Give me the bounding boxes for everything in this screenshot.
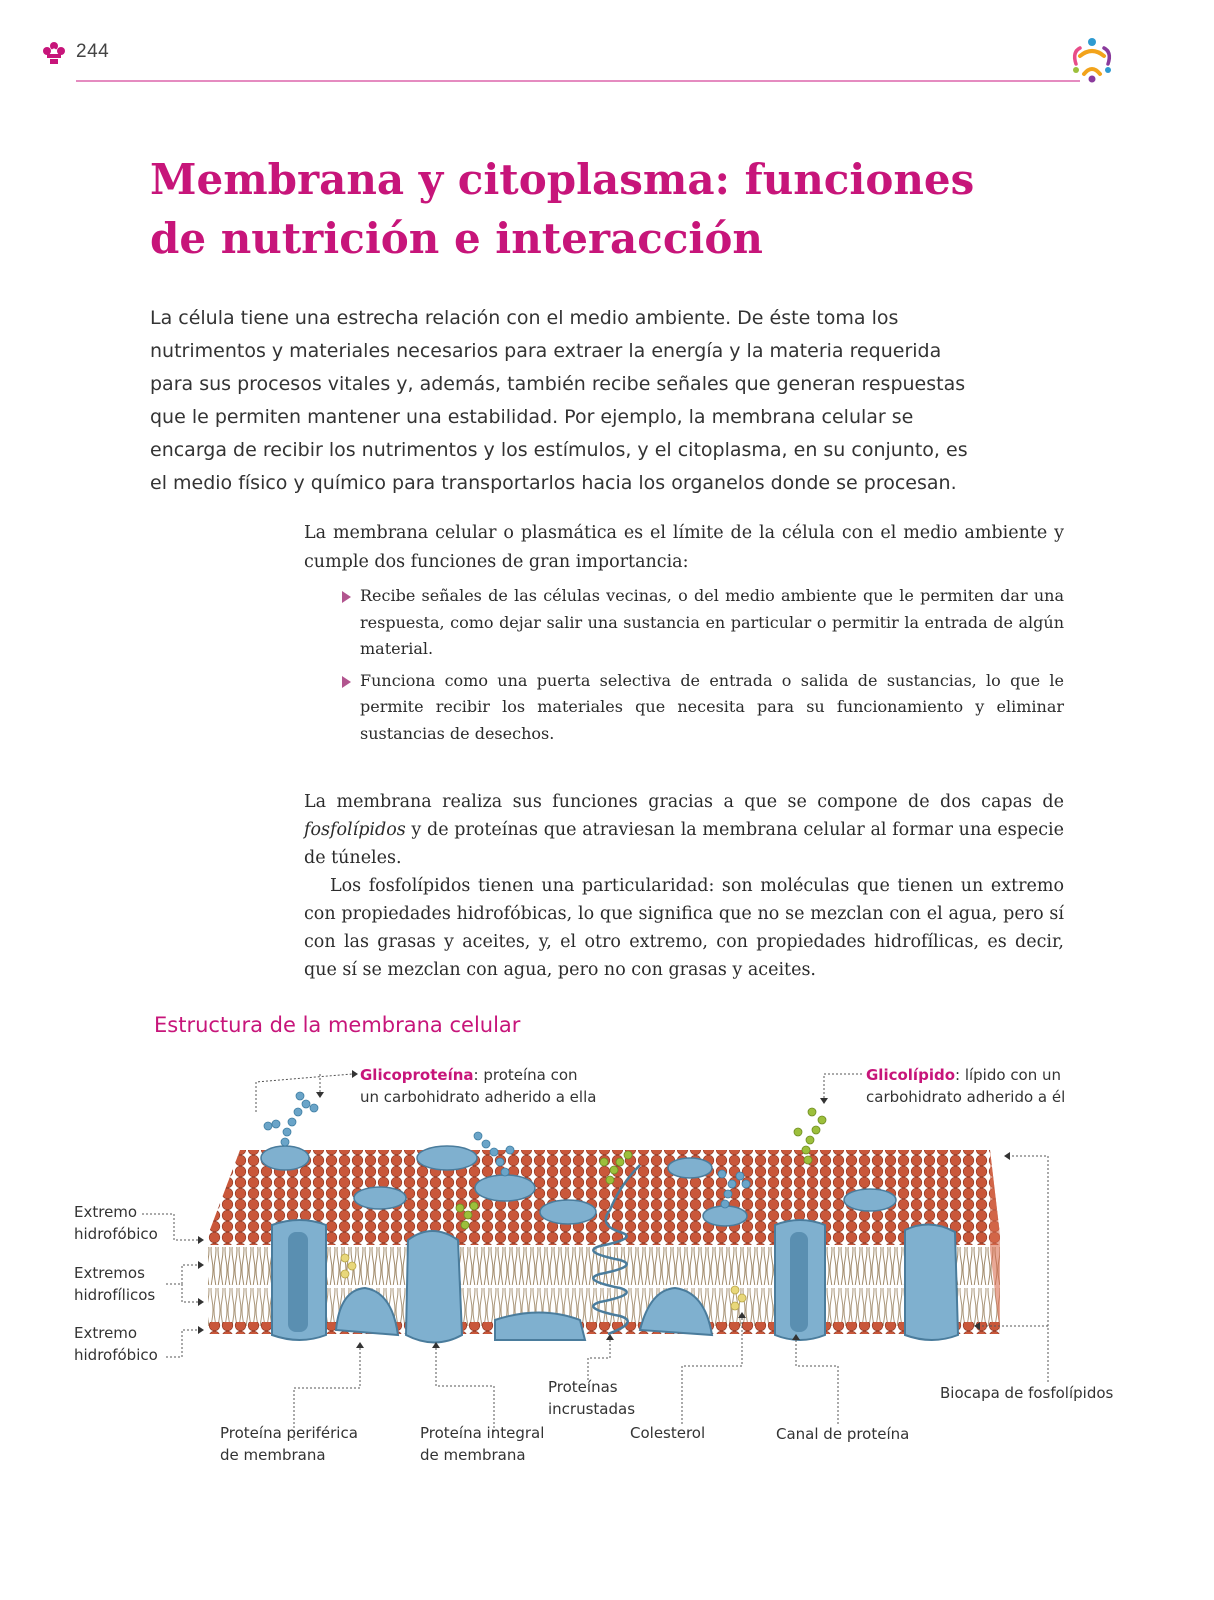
glycoprotein-sugar	[310, 1104, 318, 1112]
glycolipid-sugar	[464, 1211, 472, 1219]
surface-protein	[668, 1158, 712, 1178]
list-item	[340, 668, 1064, 748]
page-number: 244	[76, 41, 110, 62]
glycoprotein-sugar	[296, 1092, 304, 1100]
bottom-protein	[495, 1313, 585, 1341]
surface-protein	[540, 1200, 596, 1224]
glycolipid-term: Glicolípido	[866, 1066, 955, 1084]
label-line: de membrana	[220, 1446, 326, 1464]
membrane-diagram	[0, 1040, 1214, 1500]
glycolipid-sugar	[818, 1116, 826, 1124]
para2-italic-term: fosfolípidos	[304, 820, 406, 840]
glycolipid-sugar	[600, 1158, 608, 1166]
title-line-2: de nutrición e interacción	[150, 214, 763, 263]
list-item	[340, 583, 1064, 663]
label-line: hidrofílicos	[74, 1286, 156, 1304]
bullet-text: Funciona como una puerta selectiva de entrada o salida de sustancias, lo que le permite recibir los materiales que necesita para su funcionamiento y eliminar sustancias de desechos.	[360, 670, 1064, 743]
glycoprotein-sugar	[496, 1158, 504, 1166]
channel-pore	[790, 1232, 808, 1332]
glycoprotein-sugar	[736, 1172, 744, 1180]
triangle-bullet-icon	[342, 591, 351, 603]
phospholipid-paragraph	[304, 788, 1064, 872]
label-line: Proteínas	[548, 1378, 618, 1396]
integral-protein	[406, 1231, 462, 1343]
label-hydrophilic	[74, 1262, 155, 1306]
title-line-1: Membrana y citoplasma: funciones	[150, 155, 975, 204]
surface-protein	[261, 1146, 309, 1170]
surface-protein	[844, 1189, 896, 1211]
label-integral-protein	[420, 1422, 544, 1466]
flower-ornament-icon	[42, 40, 66, 66]
glycoprotein-desc-1: : proteína con	[473, 1066, 578, 1084]
cholesterol-molecule	[738, 1294, 746, 1302]
arrowhead-icon	[1004, 1152, 1010, 1160]
glycolipid-sugar	[804, 1156, 812, 1164]
glycoprotein-sugar	[272, 1120, 280, 1128]
cholesterol-molecule	[341, 1270, 349, 1278]
label-line: Extremo	[74, 1324, 138, 1342]
para2-before: La membrana realiza sus funciones gracias a que se compone de dos capas de	[304, 792, 1064, 812]
glycoprotein-sugar	[264, 1122, 272, 1130]
glycoprotein-sugar	[302, 1100, 310, 1108]
label-line: de membrana	[420, 1446, 526, 1464]
label-hydrophobic-bottom	[74, 1322, 158, 1366]
phospholipid-properties-paragraph: Los fosfolípidos tienen una particularidad: son moléculas que tienen un extremo con propiedades hidrofóbicas, lo que significa que no se mezclan con el agua, pero sí con las grasas y aceites, y, el otro extremo, con propiedades hidrofílicas, es decir, que sí se mezclan con agua, pero no con grasas y aceites.	[304, 876, 1064, 980]
glycolipid-sugar	[610, 1166, 618, 1174]
glycolipid-sugar	[794, 1128, 802, 1136]
glycoprotein-sugar	[742, 1180, 750, 1188]
glycoprotein-sugar	[474, 1132, 482, 1140]
cholesterol-molecule	[348, 1262, 356, 1270]
arrowhead-icon	[356, 1342, 364, 1348]
glycoprotein-sugar	[482, 1140, 490, 1148]
label-line: hidrofóbico	[74, 1346, 158, 1364]
membrane-functions-list	[340, 583, 1064, 752]
diagram-subtitle: Estructura de la membrana celular	[154, 1013, 521, 1037]
label-line: Extremos	[74, 1264, 145, 1282]
arrowhead-icon	[820, 1098, 828, 1104]
label-peripheral-protein	[220, 1422, 358, 1466]
dancing-figure-logo-icon	[1066, 34, 1118, 84]
triangle-bullet-icon	[342, 676, 351, 688]
channel-pore	[288, 1232, 308, 1332]
glycolipid-sugar	[616, 1158, 624, 1166]
glycoprotein-sugar	[724, 1190, 732, 1198]
glycoprotein-desc-2: un carbohidrato adherido a ella	[360, 1088, 597, 1106]
glycolipid-sugar	[470, 1202, 478, 1210]
glycoprotein-term: Glicoproteína	[360, 1066, 474, 1084]
glycolipid-sugar	[456, 1204, 464, 1212]
label-protein-channel: Canal de proteína	[776, 1425, 910, 1443]
glycoprotein-sugar	[728, 1180, 736, 1188]
label-line: Proteína periférica	[220, 1424, 358, 1442]
label-phospholipid-bilayer: Biocapa de fosfolípidos	[940, 1384, 1114, 1402]
label-cholesterol: Colesterol	[630, 1424, 706, 1442]
arrowhead-icon	[198, 1261, 204, 1269]
glycolipid-sugar	[806, 1136, 814, 1144]
surface-protein	[417, 1146, 477, 1170]
glycoprotein-sugar	[288, 1118, 296, 1126]
para2-after: y de proteínas que atraviesan la membrana celular al formar una especie de túneles.	[304, 820, 1064, 868]
cholesterol-molecule	[341, 1254, 349, 1262]
glycoprotein-label	[360, 1064, 596, 1108]
glycoprotein-sugar	[283, 1128, 291, 1136]
transmembrane-protein-right	[905, 1224, 958, 1340]
label-line: Extremo	[74, 1203, 138, 1221]
arrowhead-icon	[198, 1236, 204, 1244]
glycolipid-sugar	[808, 1108, 816, 1116]
glycolipid-label	[866, 1064, 1065, 1108]
glycoprotein-sugar	[721, 1200, 729, 1208]
glycolipid-sugar	[461, 1221, 469, 1229]
leader-hydrophilic	[166, 1265, 198, 1302]
glycolipid-sugar	[624, 1151, 632, 1159]
leader-glycolipid	[824, 1074, 862, 1098]
bullet-text: Recibe señales de las células vecinas, o del medio ambiente que le permiten dar una respuesta, como dejar salir una sustancia en particular o permitir la entrada de algún material.	[360, 586, 1064, 658]
label-line: hidrofóbico	[74, 1225, 158, 1243]
surface-protein	[354, 1187, 406, 1209]
page-title	[150, 150, 1050, 268]
label-hydrophobic-top	[74, 1201, 158, 1245]
glycoprotein-sugar	[294, 1108, 302, 1116]
glycoprotein-sugar	[501, 1168, 509, 1176]
glycoprotein-sugar	[718, 1170, 726, 1178]
arrowhead-icon	[316, 1092, 324, 1098]
glycoprotein-sugar	[281, 1138, 289, 1146]
membrane-definition-paragraph: La membrana celular o plasmática es el límite de la célula con el medio ambiente y cumple dos funciones de gran importancia:	[304, 523, 1064, 572]
arrowhead-icon	[606, 1334, 614, 1340]
leader-embedded	[588, 1340, 610, 1380]
arrowhead-icon	[352, 1070, 358, 1078]
label-line: incrustadas	[548, 1400, 636, 1418]
intro-paragraph: La célula tiene una estrecha relación con el medio ambiente. De éste toma los nutrimentos y materiales necesarios para extraer la energía y la materia requerida para sus procesos vitales y, además, también recibe señales que generan respuestas que le permiten mantener una estabilidad. Por ejemplo, la membrana celular se encarga de recibir los nutrimentos y los estímulos, y el citoplasma, en su conjunto, es el medio físico y químico para transportarlos hacia los organelos donde se procesan.	[150, 307, 968, 494]
cholesterol-molecule	[731, 1302, 739, 1310]
surface-protein	[475, 1175, 535, 1201]
arrowhead-icon	[198, 1326, 204, 1334]
glycolipid-sugar	[606, 1176, 614, 1184]
label-embedded-proteins	[548, 1376, 635, 1420]
cholesterol-molecule	[731, 1286, 739, 1294]
arrowhead-icon	[198, 1298, 204, 1306]
glycolipid-desc-1: : lípido con un	[955, 1066, 1062, 1084]
glycolipid-sugar	[812, 1126, 820, 1134]
glycoprotein-sugar	[490, 1148, 498, 1156]
label-line: Proteína integral	[420, 1424, 545, 1442]
glycolipid-desc-2: carbohidrato adherido a él	[866, 1088, 1066, 1106]
leader-hydrophobic-bottom	[166, 1330, 198, 1357]
leader-channel	[796, 1340, 838, 1424]
surface-protein	[703, 1206, 747, 1226]
leader-integral	[436, 1348, 494, 1432]
header-rule	[76, 80, 1080, 82]
glycoprotein-sugar	[506, 1146, 514, 1154]
glycolipid-sugar	[802, 1146, 810, 1154]
